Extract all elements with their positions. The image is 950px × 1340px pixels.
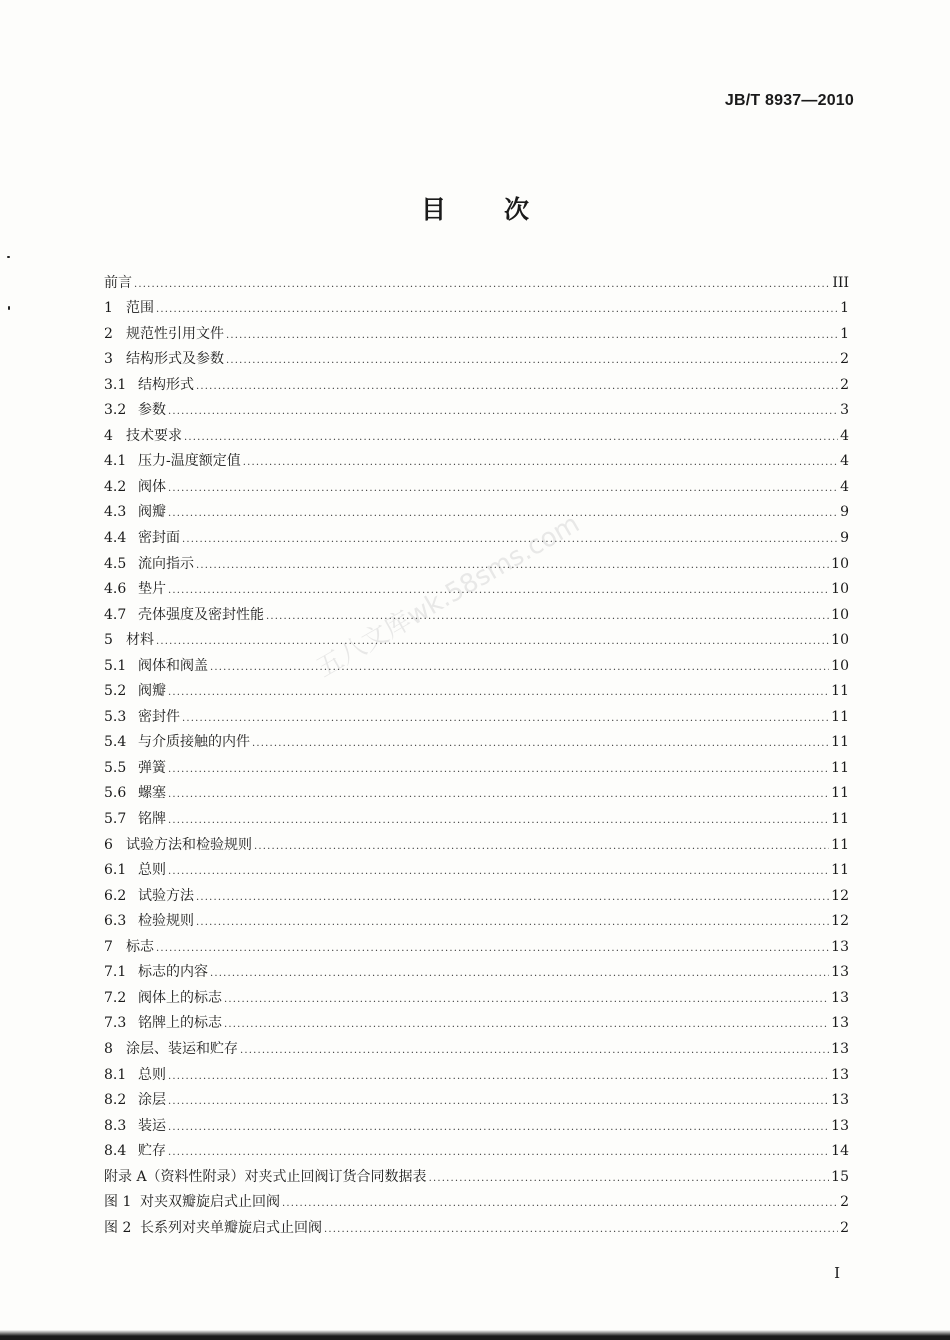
toc-entry-number: 7.2 — [104, 989, 127, 1006]
toc-leader-dots — [168, 788, 829, 802]
toc-entry-title: 标志的内容 — [138, 964, 208, 981]
toc-entry[interactable] — [104, 445, 849, 471]
toc-leader-dots — [282, 1197, 838, 1211]
toc-entry[interactable] — [104, 1007, 849, 1033]
toc-entry-number: 1 — [104, 300, 113, 317]
toc-entry-page: 1 — [840, 300, 849, 317]
toc-entry-label — [104, 274, 132, 292]
toc-entry-title: 试验方法和检验规则 — [126, 836, 252, 853]
toc-entry-page: 11 — [831, 862, 849, 879]
toc-entry-number: 6 — [104, 836, 113, 853]
toc-entry-page: 2 — [840, 376, 849, 393]
toc-entry-title: 总则 — [138, 862, 166, 879]
toc-entry-title: 阀体和阀盖 — [138, 657, 208, 674]
toc-entry-label — [104, 657, 208, 675]
toc-entry-page: 14 — [831, 1143, 849, 1160]
toc-entry-page: 11 — [831, 811, 849, 828]
toc-leader-dots — [196, 380, 838, 394]
toc-entry-label — [104, 350, 224, 368]
toc-entry-page: 11 — [831, 683, 849, 700]
toc-entry-title: 技术要求 — [126, 427, 182, 444]
toc-entry-page: 2 — [840, 1219, 849, 1236]
toc-entry-label — [104, 1117, 166, 1135]
toc-entry-page: 13 — [831, 989, 849, 1006]
toc-entry-page: 10 — [831, 606, 849, 623]
toc-entry-number: 5.4 — [104, 734, 127, 751]
toc-entry-number: 5.6 — [104, 785, 127, 802]
toc-entry-label — [104, 376, 194, 394]
toc-entry-page: 13 — [831, 1092, 849, 1109]
toc-entry-page: 10 — [831, 657, 849, 674]
toc-entry-page: 11 — [831, 785, 849, 802]
toc-entry-number: 8.2 — [104, 1092, 127, 1109]
toc-leader-dots — [168, 584, 829, 598]
toc-entry[interactable] — [104, 1032, 849, 1058]
toc-entry-page: 15 — [831, 1168, 849, 1185]
toc-entry[interactable] — [104, 700, 849, 726]
scan-speck — [8, 306, 10, 310]
toc-entry-number: 4.5 — [104, 555, 127, 572]
toc-entry-label — [104, 759, 166, 777]
toc-entry-label — [104, 452, 241, 470]
toc-entry-number: 5.5 — [104, 759, 127, 776]
toc-leader-dots — [182, 712, 829, 726]
toc-entry-title: 装运 — [138, 1117, 166, 1134]
toc-entry[interactable] — [104, 624, 849, 650]
toc-entry-label — [104, 478, 166, 496]
toc-entry-label — [104, 733, 250, 751]
toc-entry[interactable] — [104, 828, 849, 854]
toc-entry-title: 总则 — [138, 1066, 166, 1083]
toc-leader-dots — [429, 1172, 830, 1186]
toc-entry-title: 垫片 — [138, 581, 166, 598]
toc-entry-page: 2 — [840, 351, 849, 368]
toc-entry-title: 阀体 — [138, 478, 166, 495]
toc-entry[interactable] — [104, 343, 849, 369]
toc-entry-number: 7 — [104, 938, 113, 955]
toc-entry[interactable] — [104, 496, 849, 522]
toc-entry-label — [104, 555, 194, 573]
toc-entry[interactable] — [104, 981, 849, 1007]
toc-entry[interactable] — [104, 292, 849, 318]
toc-leader-dots — [168, 1095, 829, 1109]
toc-entry-label — [104, 887, 194, 905]
toc-entry-label — [104, 401, 166, 419]
toc-entry-number: 3 — [104, 351, 113, 368]
toc-entry-label — [104, 682, 166, 700]
toc-leader-dots — [226, 354, 838, 368]
toc-entry-label — [104, 631, 154, 649]
toc-entry[interactable] — [104, 777, 849, 803]
toc-entry[interactable] — [104, 1084, 849, 1110]
toc-entry-title: 阀瓣 — [138, 683, 166, 700]
toc-entry-title: 标志 — [126, 938, 154, 955]
toc-leader-dots — [168, 1070, 829, 1084]
toc-entry-title: 前言 — [104, 274, 132, 291]
toc-entry-title: 壳体强度及密封性能 — [138, 606, 264, 623]
toc-entry[interactable] — [104, 317, 849, 343]
watermark: 五八文库wk.58sms.com — [311, 508, 585, 684]
toc-entry[interactable] — [104, 854, 849, 880]
toc-entry[interactable] — [104, 1211, 849, 1237]
toc-entry-number: 图 2 — [104, 1219, 132, 1236]
toc-entry-title: 铭牌 — [138, 811, 166, 828]
toc-entry-title: 阀瓣 — [138, 504, 166, 521]
toc-leader-dots — [168, 507, 838, 521]
toc-entry-title: 长系列对夹单瓣旋启式止回阀 — [140, 1219, 322, 1236]
toc-entry-title: 贮存 — [138, 1143, 166, 1160]
toc-leader-dots — [210, 967, 829, 981]
toc-entry[interactable] — [104, 1109, 849, 1135]
toc-entry[interactable] — [104, 1160, 849, 1186]
toc-entry-number: 8 — [104, 1040, 113, 1057]
toc-entry[interactable] — [104, 802, 849, 828]
toc-entry-number: 7.3 — [104, 1015, 127, 1032]
toc-leader-dots — [252, 737, 829, 751]
toc-entry-number: 4.2 — [104, 478, 127, 495]
toc-entry-title: 结构形式 — [138, 376, 194, 393]
toc-entry-label — [104, 427, 182, 445]
toc-entry[interactable] — [104, 547, 849, 573]
toc-entry-label — [104, 1219, 322, 1237]
page-number: I — [834, 1264, 840, 1282]
toc-entry-label — [104, 1193, 280, 1211]
table-of-contents — [104, 266, 849, 1237]
toc-entry-title: 涂层、装运和贮存 — [126, 1040, 238, 1057]
scan-speck — [7, 256, 10, 258]
toc-entry-number: 4.3 — [104, 504, 127, 521]
toc-leader-dots — [224, 993, 829, 1007]
toc-entry-label — [104, 1168, 427, 1186]
toc-entry-number: 6.1 — [104, 862, 127, 879]
toc-entry-title: 与介质接触的内件 — [138, 734, 250, 751]
toc-leader-dots — [182, 533, 838, 547]
toc-entry[interactable] — [104, 751, 849, 777]
toc-leader-dots — [168, 814, 829, 828]
toc-entry-page: 4 — [840, 478, 849, 495]
toc-entry-page: 10 — [831, 632, 849, 649]
toc-entry-label — [104, 861, 166, 879]
toc-leader-dots — [168, 865, 829, 879]
toc-entry-number: 图 1 — [104, 1194, 132, 1211]
toc-entry-number: 5.1 — [104, 657, 127, 674]
toc-entry-label — [104, 1014, 222, 1032]
toc-entry-page: 12 — [831, 887, 849, 904]
toc-leader-dots — [134, 278, 830, 292]
toc-entry-page: 10 — [831, 581, 849, 598]
toc-entry[interactable] — [104, 598, 849, 624]
toc-entry-number: 8.3 — [104, 1117, 127, 1134]
toc-entry-number: 4.7 — [104, 606, 127, 623]
toc-leader-dots — [168, 763, 829, 777]
toc-entry-page: 13 — [831, 1117, 849, 1134]
toc-entry-title: 检验规则 — [138, 913, 194, 930]
toc-leader-dots — [196, 559, 829, 573]
toc-entry[interactable] — [104, 726, 849, 752]
toc-entry-title: 螺塞 — [138, 785, 166, 802]
toc-entry-label — [104, 325, 224, 343]
toc-leader-dots — [224, 1018, 829, 1032]
toc-entry-number: 6.2 — [104, 887, 127, 904]
toc-entry[interactable] — [104, 419, 849, 445]
toc-entry-page: 13 — [831, 964, 849, 981]
toc-entry-label — [104, 963, 208, 981]
toc-entry-label — [104, 912, 194, 930]
toc-leader-dots — [156, 303, 838, 317]
toc-entry-title: 流向指示 — [138, 555, 194, 572]
toc-entry-title: 参数 — [138, 402, 166, 419]
toc-entry-label — [104, 810, 166, 828]
toc-entry[interactable] — [104, 905, 849, 931]
toc-entry-page: 11 — [831, 708, 849, 725]
toc-entry-label — [104, 1091, 166, 1109]
toc-entry-number: 7.1 — [104, 964, 127, 981]
toc-entry-label — [104, 529, 180, 547]
toc-entry-label — [104, 708, 180, 726]
toc-entry-label — [104, 299, 154, 317]
toc-entry-title: 材料 — [126, 632, 154, 649]
toc-leader-dots — [168, 405, 838, 419]
toc-leader-dots — [266, 610, 829, 624]
toc-entry-label — [104, 1040, 238, 1058]
toc-entry-number: 8.4 — [104, 1143, 127, 1160]
page-title: 目次 — [420, 195, 587, 224]
toc-entry-page: 11 — [831, 759, 849, 776]
toc-leader-dots — [210, 661, 829, 675]
toc-entry-title: 附录 A（资料性附录）对夹式止回阀订货合同数据表 — [104, 1168, 427, 1185]
toc-entry[interactable] — [104, 879, 849, 905]
toc-entry-title: 规范性引用文件 — [126, 325, 224, 342]
toc-entry-page: 12 — [831, 913, 849, 930]
toc-entry-number: 6.3 — [104, 913, 127, 930]
toc-entry-number: 3.1 — [104, 376, 127, 393]
toc-entry-label — [104, 1142, 166, 1160]
toc-entry-title: 对夹双瓣旋启式止回阀 — [140, 1194, 280, 1211]
toc-leader-dots — [168, 686, 829, 700]
toc-leader-dots — [254, 840, 829, 854]
toc-entry-page: 11 — [831, 836, 849, 853]
toc-entry-label — [104, 606, 264, 624]
toc-entry-title: 涂层 — [138, 1092, 166, 1109]
toc-leader-dots — [243, 456, 838, 470]
toc-entry-page: 13 — [831, 938, 849, 955]
toc-entry[interactable] — [104, 1135, 849, 1161]
toc-entry-page: 1 — [840, 325, 849, 342]
toc-entry-page: 2 — [840, 1194, 849, 1211]
toc-entry[interactable] — [104, 573, 849, 599]
toc-leader-dots — [226, 329, 838, 343]
toc-entry[interactable] — [104, 956, 849, 982]
toc-entry-number: 4.4 — [104, 530, 127, 547]
toc-leader-dots — [196, 891, 829, 905]
toc-entry-label — [104, 989, 222, 1007]
toc-entry[interactable] — [104, 675, 849, 701]
toc-entry-number: 8.1 — [104, 1066, 127, 1083]
toc-entry-number: 5 — [104, 632, 113, 649]
standard-code: JB/T 8937—2010 — [724, 92, 854, 109]
toc-entry-page: 11 — [831, 734, 849, 751]
toc-entry-label — [104, 938, 154, 956]
toc-entry-number: 5.2 — [104, 683, 127, 700]
toc-entry-title: 密封面 — [138, 530, 180, 547]
toc-entry-number: 4.1 — [104, 453, 127, 470]
toc-entry-label — [104, 1066, 166, 1084]
toc-entry-page: 9 — [840, 530, 849, 547]
toc-entry-label — [104, 580, 166, 598]
toc-entry-title: 弹簧 — [138, 759, 166, 776]
toc-leader-dots — [324, 1223, 838, 1237]
toc-entry-title: 压力-温度额定值 — [138, 453, 241, 470]
toc-entry[interactable] — [104, 649, 849, 675]
toc-entry-number: 3.2 — [104, 402, 127, 419]
toc-entry[interactable] — [104, 470, 849, 496]
toc-leader-dots — [156, 635, 829, 649]
toc-entry[interactable] — [104, 266, 849, 292]
toc-entry-page: 13 — [831, 1040, 849, 1057]
toc-entry-page: 10 — [831, 555, 849, 572]
toc-entry-page: 13 — [831, 1066, 849, 1083]
toc-entry[interactable] — [104, 521, 849, 547]
toc-leader-dots — [184, 431, 838, 445]
toc-entry-number: 4 — [104, 427, 113, 444]
toc-leader-dots — [196, 916, 829, 930]
toc-entry-page: 13 — [831, 1015, 849, 1032]
toc-entry-page: 9 — [840, 504, 849, 521]
toc-entry-number: 5.7 — [104, 811, 127, 828]
toc-entry-number: 2 — [104, 325, 113, 342]
toc-entry-page: 4 — [840, 427, 849, 444]
toc-entry-label — [104, 503, 166, 521]
toc-leader-dots — [240, 1044, 829, 1058]
toc-entry-title: 范围 — [126, 300, 154, 317]
toc-entry-title: 结构形式及参数 — [126, 351, 224, 368]
toc-entry-page: 3 — [840, 402, 849, 419]
toc-entry[interactable] — [104, 368, 849, 394]
toc-entry-title: 铭牌上的标志 — [138, 1015, 222, 1032]
toc-entry-page: 4 — [840, 453, 849, 470]
toc-entry-title: 密封件 — [138, 708, 180, 725]
toc-entry-number: 4.6 — [104, 581, 127, 598]
scan-edge — [0, 1330, 950, 1340]
toc-entry-label — [104, 784, 166, 802]
toc-entry[interactable] — [104, 930, 849, 956]
toc-entry-page: III — [832, 274, 849, 291]
toc-leader-dots — [168, 482, 838, 496]
toc-leader-dots — [168, 1121, 829, 1135]
toc-entry-title: 阀体上的标志 — [138, 989, 222, 1006]
toc-entry-label — [104, 836, 252, 854]
toc-entry[interactable] — [104, 1186, 849, 1212]
toc-leader-dots — [168, 1146, 829, 1160]
toc-entry[interactable] — [104, 1058, 849, 1084]
toc-leader-dots — [156, 942, 829, 956]
toc-entry[interactable] — [104, 394, 849, 420]
toc-entry-title: 试验方法 — [138, 887, 194, 904]
toc-entry-number: 5.3 — [104, 708, 127, 725]
